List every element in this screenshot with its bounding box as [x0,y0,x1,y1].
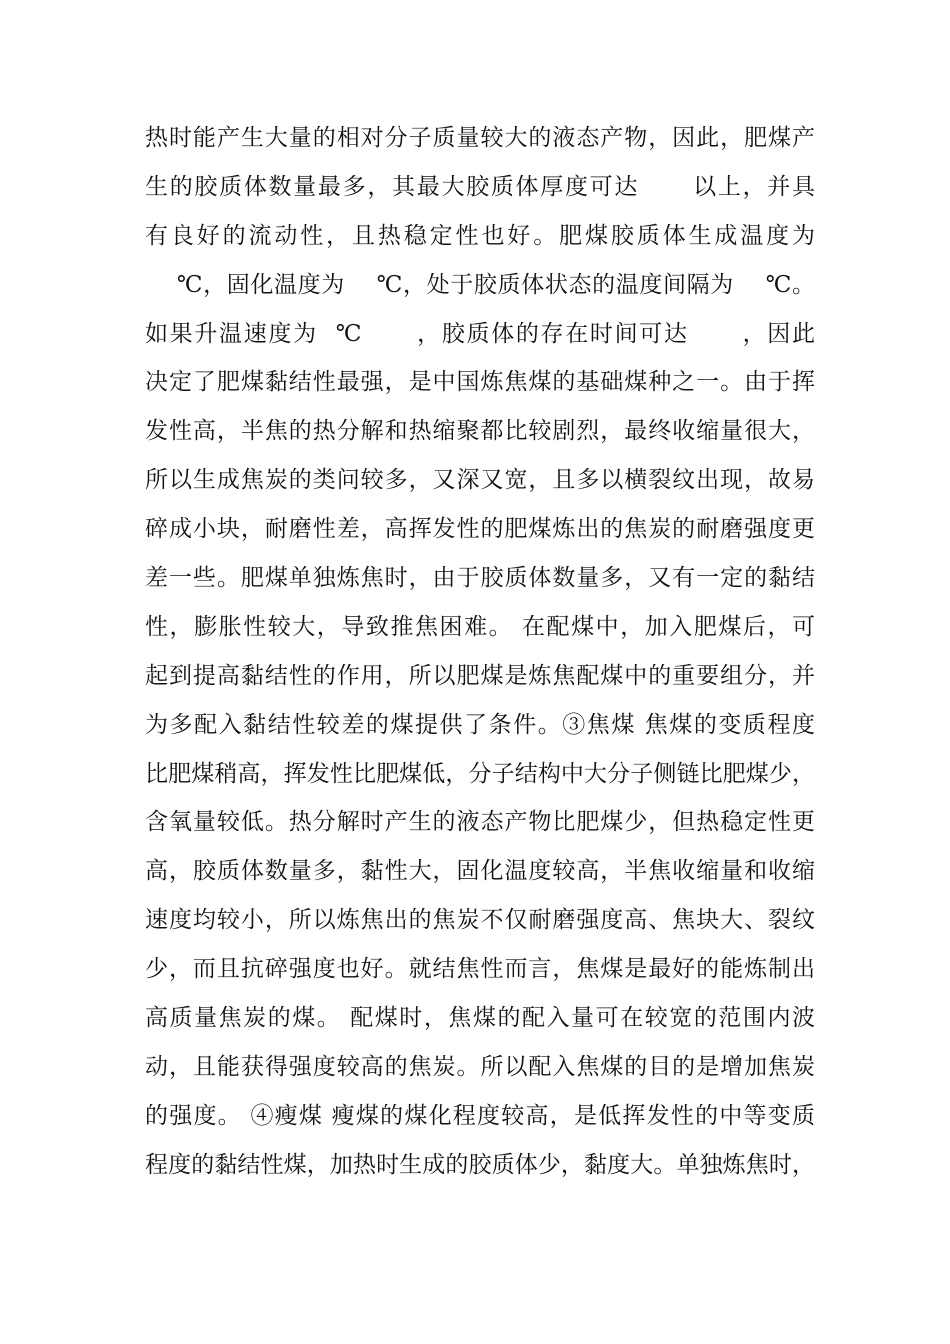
text-line: 高，胶质体数量多，黏性大，固化温度较高，半焦收缩量和收缩 [145,858,815,885]
text-line: ℃，固化温度为 ℃，处于胶质体状态的温度间隔为 ℃。 [145,271,815,298]
text-line: 含氧量较低。热分解时产生的液态产物比肥煤少，但热稳定性更 [145,809,815,836]
text-line: 碎成小块，耐磨性差，高挥发性的肥煤炼出的焦炭的耐磨强度更 [145,516,815,543]
text-line: 有良好的流动性，且热稳定性也好。肥煤胶质体生成温度为 [145,222,815,249]
text-line: 如果升温速度为 ℃ ，胶质体的存在时间可达 ，因此 [145,320,815,347]
text-line: 决定了肥煤黏结性最强，是中国炼焦煤的基础煤种之一。由于挥 [145,369,815,396]
text-line: 程度的黏结性煤，加热时生成的胶质体少，黏度大。单独炼焦时， [145,1151,815,1178]
text-line: 性，膨胀性较大，导致推焦困难。 在配煤中，加入肥煤后，可 [145,613,815,640]
text-line: 的强度。 ④瘦煤 瘦煤的煤化程度较高，是低挥发性的中等变质 [145,1102,815,1129]
text-line: 比肥煤稍高，挥发性比肥煤低，分子结构中大分子侧链比肥煤少， [145,760,815,787]
body-text [145,114,815,1190]
text-line: 为多配入黏结性较差的煤提供了条件。③焦煤 焦煤的变质程度 [145,711,815,738]
text-line: 所以生成焦炭的类问较多，又深又宽，且多以横裂纹出现，故易 [145,467,815,494]
text-line: 生的胶质体数量最多，其最大胶质体厚度可达 以上，并具 [145,173,815,200]
text-line: 起到提高黏结性的作用，所以肥煤是炼焦配煤中的重要组分，并 [145,662,815,689]
text-line: 发性高，半焦的热分解和热缩聚都比较剧烈，最终收缩量很大， [145,418,815,445]
text-line: 差一些。肥煤单独炼焦时，由于胶质体数量多，又有一定的黏结 [145,565,815,592]
text-line: 热时能产生大量的相对分子质量较大的液态产物，因此，肥煤产 [145,125,815,151]
text-line: 速度均较小，所以炼焦出的焦炭不仅耐磨强度高、焦块大、裂纹 [145,907,815,934]
text-line: 高质量焦炭的煤。 配煤时，焦煤的配入量可在较宽的范围内波 [145,1005,815,1032]
text-line: 少，而且抗碎强度也好。就结焦性而言，焦煤是最好的能炼制出 [145,956,815,983]
text-line: 动，且能获得强度较高的焦炭。所以配入焦煤的目的是增加焦炭 [145,1053,815,1080]
